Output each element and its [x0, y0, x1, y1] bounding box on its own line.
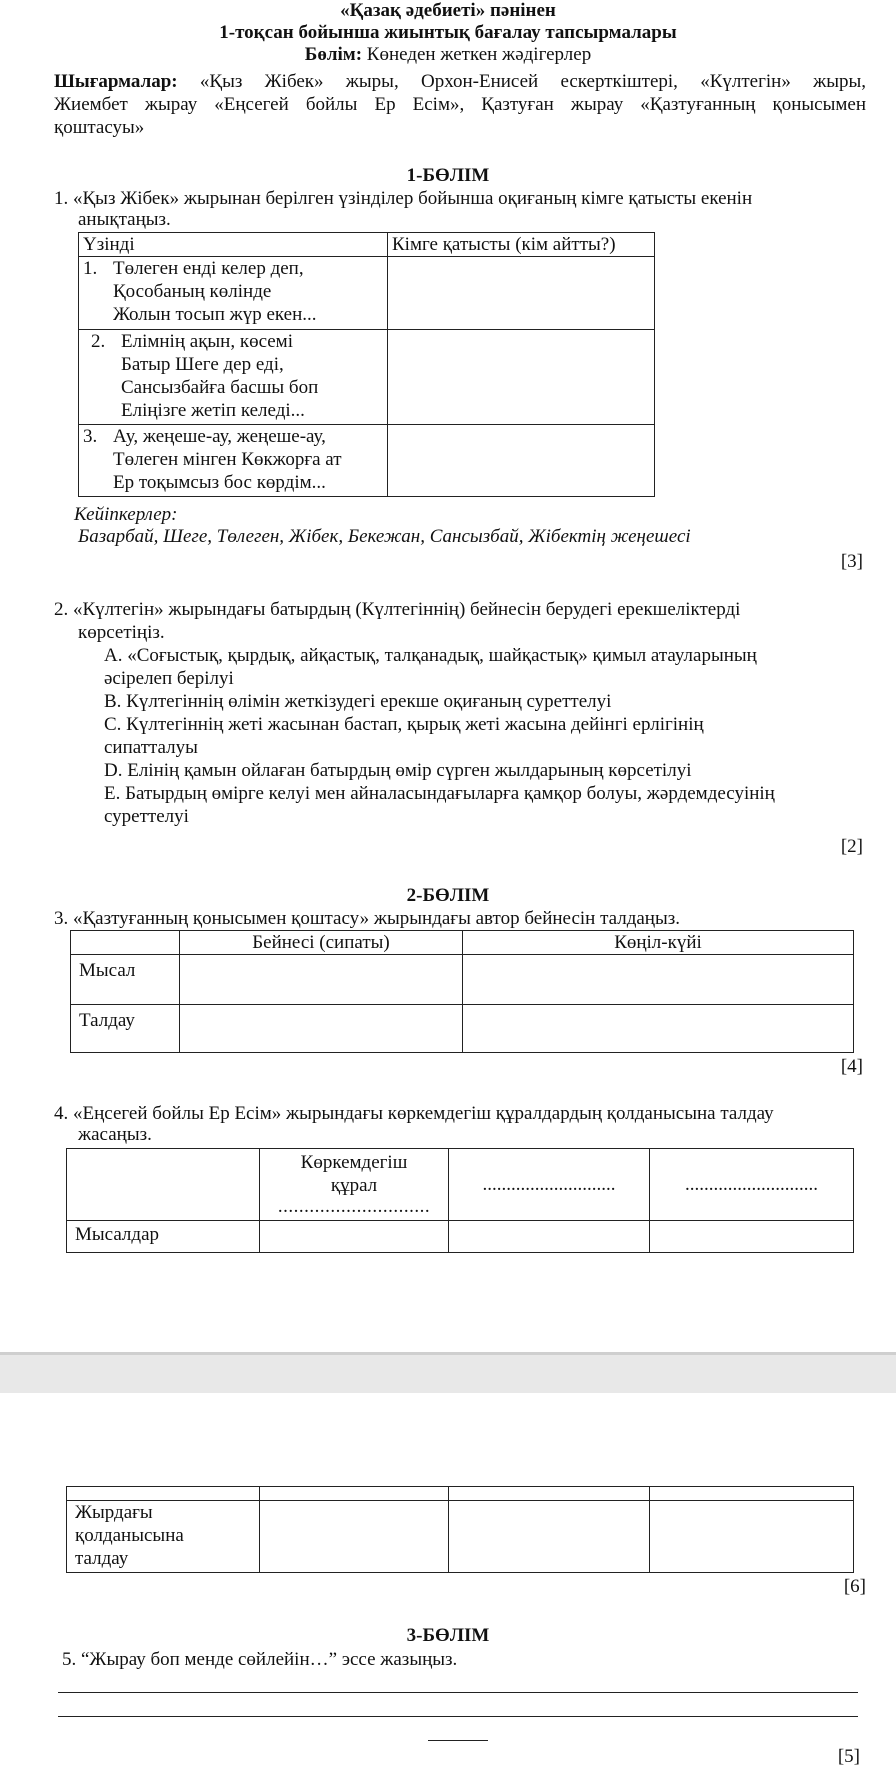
characters-list: Базарбай, Шеге, Төлеген, Жібек, Бекежан, Сансызбай, Жібектің жеңешесі — [78, 526, 691, 547]
q1-row-3-answer[interactable] — [388, 425, 655, 497]
q4-col-header-device — [260, 1149, 449, 1221]
q1-row-3-line: Төлеген мінген Көкжорға ат — [113, 449, 342, 470]
q3-text: 3. «Қазтуғанның қонысымен қоштасу» жырындағы автор бейнесін талдаңыз. — [54, 908, 680, 929]
part3-title: 3-БӨЛІМ — [406, 1625, 490, 1646]
q2-option-e-line: суреттелуі — [104, 806, 189, 827]
page-break-gap — [0, 1352, 896, 1393]
q4-table-top — [66, 1148, 854, 1253]
q4-analysis-cell-1[interactable] — [260, 1501, 449, 1573]
q1-line2: анықтаңыз. — [78, 209, 171, 230]
section-label: Бөлім: — [304, 44, 363, 65]
works-label: Шығармалар: — [54, 71, 178, 92]
q1-row-3-num: 3. — [83, 426, 98, 447]
q1-row-2-line: Батыр Шеге дер еді, — [121, 354, 284, 375]
q2-option-b[interactable]: B. Күлтегіннің өлімін жеткізудегі ерекше оқиғаның суреттелуі — [104, 691, 612, 712]
q4-row-analysis-line: қолданысына — [75, 1525, 184, 1546]
q2-text — [54, 598, 874, 644]
q3-analysis-image-cell[interactable] — [180, 1005, 463, 1053]
q1-row-2-num: 2. — [91, 331, 106, 352]
q4-row-analysis-line: талдау — [75, 1548, 129, 1569]
q4-corner-cell — [67, 1149, 260, 1221]
q3-corner-cell — [71, 931, 180, 955]
q4-examples-cell-3[interactable] — [650, 1221, 854, 1253]
q4-analysis-cell-2[interactable] — [449, 1501, 650, 1573]
q2-option-c-line: C. Күлтегіннің жеті жасынан бастап, қырық жеті жасына дейінгі ерлігінің — [104, 714, 704, 735]
q3-example-mood-cell[interactable] — [463, 955, 854, 1005]
q2-line2: көрсетіңіз. — [78, 622, 165, 643]
q2-line1: 2. «Күлтегін» жырындағы батырдың (Күлтегіннің) бейнесін берудегі ерекшеліктерді — [54, 599, 741, 620]
q1-row-2-line: Елімнің ақын, көсемі — [121, 331, 293, 352]
q1-line1: 1. «Қыз Жібек» жырынан берілген үзінділер бойынша оқиғаның кімге қатысты екенін — [54, 188, 753, 209]
doc-title: 1-тоқсан бойынша жиынтық бағалау тапсырмалары — [219, 22, 677, 43]
answer-line-1[interactable] — [58, 1692, 858, 1693]
q1-col-header-excerpt: Үзінді — [79, 233, 388, 257]
q2-option-a-line: A. «Соғыстық, қырдық, айқастық, талқанадық, шайқастық» қимыл атауларының — [104, 645, 757, 666]
answer-line-2[interactable] — [58, 1716, 858, 1717]
q1-row-1-line: Төлеген енді келер деп, — [113, 258, 304, 279]
q3-col-header-image: Бейнесі (сипаты) — [180, 931, 463, 955]
q1-mark: [3] — [840, 551, 863, 572]
q4-row-analysis-line: Жырдағы — [75, 1502, 153, 1523]
q1-row-1-excerpt — [79, 257, 388, 330]
q4-examples-cell-1[interactable] — [260, 1221, 449, 1253]
q1-row-2-excerpt — [79, 330, 388, 425]
q3-col-header-mood: Көңіл-күйі — [463, 931, 854, 955]
q1-row-3-line: Ер тоқымсыз бос көрдім... — [113, 472, 326, 493]
q1-row-3-excerpt — [79, 425, 388, 497]
q2-option-e[interactable] — [104, 782, 864, 828]
q1-row-1-line: Жолын тосып жүр екен... — [113, 304, 317, 325]
answer-line-short — [428, 1740, 488, 1741]
q4-col-header-blank-1[interactable]: ............................ — [449, 1149, 650, 1221]
q3-row-example: Мысал — [71, 955, 180, 1005]
q4-continued-cell-0 — [67, 1487, 260, 1501]
q1-table — [78, 232, 655, 497]
works-line3: қоштасуы» — [54, 117, 145, 138]
q2-option-e-line: E. Батырдың өмірге келуі мен айналасындағыларға қамқор болуы, жәрдемдесуінің — [104, 783, 775, 804]
q4-continued-cell-1 — [260, 1487, 449, 1501]
q1-text — [54, 187, 874, 230]
q1-row-1-line: Қособаның көлінде — [113, 281, 272, 302]
q4-col-header-device-dots: ............................. — [277, 1196, 431, 1217]
q1-row-1-answer[interactable] — [388, 257, 655, 330]
q1-row-2-line: Сансызбайға басшы боп — [121, 377, 319, 398]
q3-analysis-mood-cell[interactable] — [463, 1005, 854, 1053]
q1-row-1-num: 1. — [83, 258, 98, 279]
q3-example-image-cell[interactable] — [180, 955, 463, 1005]
q2-option-a-line: әсірелеп берілуі — [104, 668, 234, 689]
q4-mark: [6] — [843, 1576, 866, 1597]
q4-col-header-blank-2[interactable]: ............................ — [650, 1149, 854, 1221]
q3-mark: [4] — [840, 1056, 863, 1077]
part1-title: 1-БӨЛІМ — [406, 165, 490, 186]
q2-option-a[interactable] — [104, 644, 864, 690]
q1-row-3-line: Ау, жеңеше-ау, жеңеше-ау, — [113, 426, 326, 447]
works-line2: Жиембет жырау «Еңсегей бойлы Ер Есім», Қазтуған жырау «Қазтуғанның қонысымен — [54, 94, 866, 115]
q2-options — [104, 644, 864, 828]
q1-row-2-line: Еліңізге жетіп келеді... — [121, 400, 305, 421]
q1-row-2-answer[interactable] — [388, 330, 655, 425]
part2-title: 2-БӨЛІМ — [406, 885, 490, 906]
q4-line1: 4. «Еңсегей бойлы Ер Есім» жырындағы көркемдегіш құралдардың қолданысына талдау — [54, 1103, 774, 1124]
q4-examples-cell-2[interactable] — [449, 1221, 650, 1253]
q3-row-analysis: Талдау — [71, 1005, 180, 1053]
q4-text — [54, 1102, 874, 1145]
q4-col-header-device-line1: Көркемдегіш — [300, 1152, 408, 1173]
q4-col-header-device-line2: құрал — [330, 1175, 378, 1196]
q3-table — [70, 930, 854, 1053]
q2-mark: [2] — [840, 836, 863, 857]
section-line — [0, 44, 896, 66]
section-text: Көнеден жеткен жәдігерлер — [366, 44, 592, 65]
characters-label: Кейіпкерлер: — [74, 504, 178, 525]
q5-text: 5. “Жырау боп менде сөйлейін…” эссе жазыңыз. — [62, 1649, 458, 1670]
q4-continued-cell-2 — [449, 1487, 650, 1501]
q4-analysis-cell-3[interactable] — [650, 1501, 854, 1573]
works-paragraph — [54, 70, 866, 139]
q4-row-analysis — [67, 1501, 260, 1573]
q1-col-header-who: Кімге қатысты (кім айтты?) — [388, 233, 655, 257]
works-line1: «Қыз Жібек» жыры, Орхон-Енисей ескерткіштері, «Күлтегін» жыры, — [199, 71, 867, 92]
q5-mark: [5] — [837, 1746, 860, 1767]
doc-title-subject: «Қазақ әдебиеті» пәнінен — [340, 0, 556, 21]
q2-option-d[interactable]: D. Елінің қамын ойлаған батырдың өмір сүрген жылдарының көрсетілуі — [104, 760, 692, 781]
q2-option-c-line: сипатталуы — [104, 737, 198, 758]
q4-table-bottom — [66, 1486, 854, 1573]
q4-line2: жасаңыз. — [78, 1124, 152, 1145]
q4-continued-cell-3 — [650, 1487, 854, 1501]
q2-option-c[interactable] — [104, 713, 864, 759]
q4-row-examples: Мысалдар — [67, 1221, 260, 1253]
